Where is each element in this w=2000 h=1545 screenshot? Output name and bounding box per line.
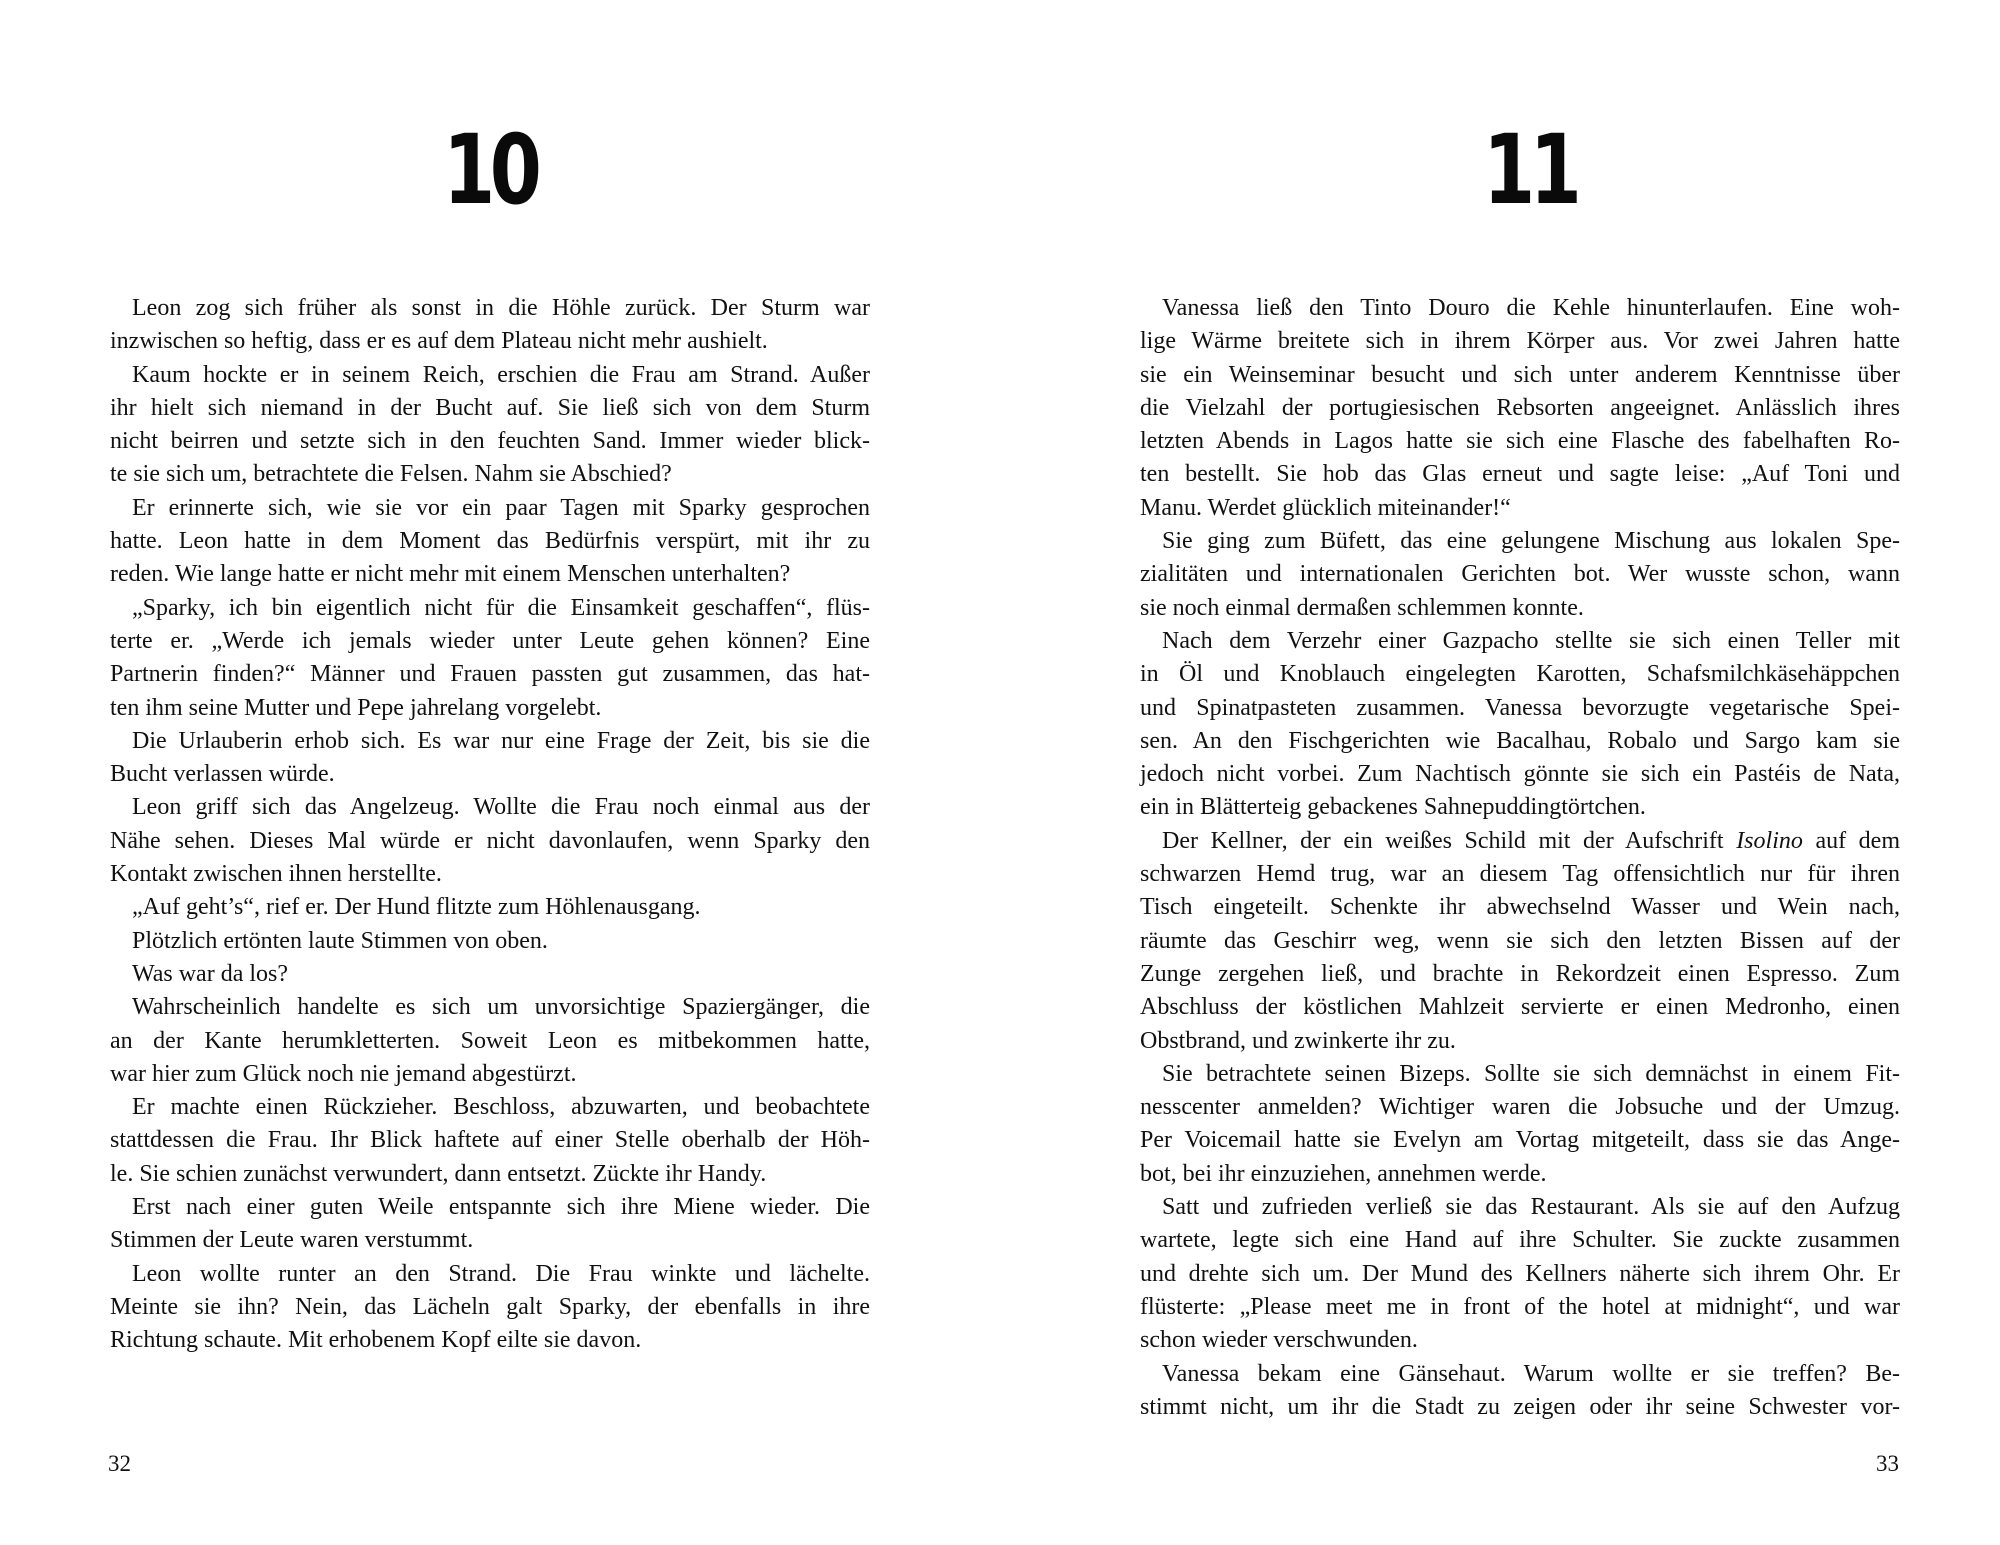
text-line: Kontakt zwischen ihnen herstellte. (110, 861, 442, 888)
text-line: jedoch nicht vorbei. Zum Nachtisch gönnte sie sich ein Pastéis de Nata, (1140, 761, 1900, 788)
text-line: flüsterte: „Please meet me in front of the hotel at midnight“, und war (1140, 1293, 1900, 1320)
text-line: Tisch eingeteilt. Schenkte ihr abwechselnd Wasser und Wein nach, (1140, 894, 1900, 921)
text-line: die Vielzahl der portugiesischen Rebsorten angeeignet. Anlässlich ihres (1140, 394, 1900, 421)
text-line: lige Wärme breitete sich in ihrem Körper aus. Vor zwei Jahren hatte (1140, 328, 1900, 355)
page-number: 33 (1876, 1451, 1899, 1476)
text-line: le. Sie schien zunächst verwundert, dann entsetzt. Zückte ihr Handy. (110, 1160, 767, 1187)
text-line: Leon zog sich früher als sonst in die Höhle zurück. Der Sturm war (132, 295, 870, 321)
text-line: stattdessen die Frau. Ihr Blick haftete auf einer Stelle oberhalb der Höh- (110, 1127, 870, 1154)
text-line: und Spinatpasteten zusammen. Vanessa bevorzugte vegetarische Spei- (1140, 694, 1900, 721)
text-line: letzten Abends in Lagos hatte sie sich eine Flasche des fabelhaften Ro- (1140, 428, 1900, 455)
text-line: sen. An den Fischgerichten wie Bacalhau, Robalo und Sargo kam sie (1140, 727, 1900, 754)
text-line: Vanessa ließ den Tinto Douro die Kehle hinunterlaufen. Eine woh- (1162, 295, 1900, 321)
text-line: ein in Blätterteig gebackenes Sahnepuddingtörtchen. (1140, 794, 1646, 821)
text-line: nesscenter anmelden? Wichtiger waren die Jobsuche und der Umzug. (1140, 1094, 1900, 1121)
text-line: Zunge zergehen ließ, und brachte in Rekordzeit einen Espresso. Zum (1140, 960, 1900, 987)
text-line: schon wieder verschwunden. (1140, 1327, 1418, 1354)
text-line: te sie sich um, betrachtete die Felsen. Nahm sie Abschied? (110, 461, 672, 488)
text-line: sie noch einmal dermaßen schlemmen konnte. (1140, 594, 1584, 621)
text-line: stimmt nicht, um ihr die Stadt zu zeigen oder ihr seine Schwester vor- (1140, 1393, 1900, 1420)
text-line: ten ihm seine Mutter und Pepe jahrelang vorgelebt. (110, 694, 602, 721)
text-line: an der Kante herumkletterten. Soweit Leon es mitbekommen hatte, (110, 1027, 870, 1054)
text-line: Richtung schaute. Mit erhobenem Kopf eilte sie davon. (110, 1327, 642, 1354)
text-line: Stimmen der Leute waren verstummt. (110, 1227, 474, 1254)
text-line: reden. Wie lange hatte er nicht mehr mit einem Menschen unterhalten? (110, 561, 791, 588)
text-line: Erst nach einer guten Weile entspannte sich ihre Miene wieder. Die (132, 1194, 870, 1221)
text-line: und drehte sich um. Der Mund des Kellners näherte sich ihrem Ohr. Er (1140, 1260, 1900, 1287)
text-line: Bucht verlassen würde. (110, 761, 335, 788)
text-line: zialitäten und internationalen Gerichten bot. Wer wusste schon, wann (1140, 561, 1900, 588)
text-line: Die Urlauberin erhob sich. Es war nur eine Frage der Zeit, bis sie die (132, 727, 870, 754)
text-line: Per Voicemail hatte sie Evelyn am Vortag mitgeteilt, dass sie das Ange- (1140, 1127, 1900, 1154)
text-line: schwarzen Hemd trug, war an diesem Tag offensichtlich nur für ihren (1140, 861, 1900, 888)
text-line: terte er. „Werde ich jemals wieder unter Leute gehen können? Eine (110, 627, 870, 654)
text-line: ten bestellt. Sie hob das Glas erneut und sagte leise: „Auf Toni und (1140, 461, 1900, 488)
text-line: räumte das Geschirr weg, wenn sie sich den letzten Bissen auf der (1140, 927, 1900, 954)
chapter-number: 11 (1483, 114, 1577, 226)
text-line: ihr hielt sich niemand in der Bucht auf. Sie ließ sich von dem Sturm (110, 394, 870, 421)
chapter-number: 10 (443, 114, 537, 226)
text-line: „Auf geht’s“, rief er. Der Hund flitzte zum Höhlenausgang. (132, 894, 701, 921)
text-line: war hier zum Glück noch nie jemand abgestürzt. (110, 1060, 577, 1087)
text-line: Nähe sehen. Dieses Mal würde er nicht davonlaufen, wenn Sparky den (110, 827, 870, 854)
text-line: nicht beirren und setzte sich in den feuchten Sand. Immer wieder blick- (110, 428, 870, 455)
text-line: Er machte einen Rückzieher. Beschloss, abzuwarten, und beobachtete (132, 1094, 870, 1121)
text-line: Vanessa bekam eine Gänsehaut. Warum wollte er sie treffen? Be- (1162, 1360, 1900, 1387)
italic-name: Isolino (1736, 827, 1803, 854)
text-line: Manu. Werdet glücklich miteinander!“ (1140, 494, 1511, 521)
body-text (1140, 292, 1900, 1424)
text-line: Satt und zufrieden verließ sie das Restaurant. Als sie auf den Aufzug (1162, 1194, 1900, 1221)
text-line: wartete, legte sich eine Hand auf ihre Schulter. Sie zuckte zusammen (1140, 1227, 1900, 1254)
text-line: Meinte sie ihn? Nein, das Lächeln galt Sparky, der ebenfalls in ihre (110, 1293, 870, 1320)
text-line: Was war da los? (132, 960, 289, 987)
text-line: Kaum hockte er in seinem Reich, erschien die Frau am Strand. Außer (132, 361, 870, 388)
text-line: „Sparky, ich bin eigentlich nicht für die Einsamkeit geschaffen“, flüs- (132, 594, 870, 621)
text-line: Abschluss der köstlichen Mahlzeit servierte er einen Medronho, einen (1140, 994, 1900, 1021)
text-line: Er erinnerte sich, wie sie vor ein paar Tagen mit Sparky gesprochen (132, 494, 870, 521)
text-line: inzwischen so heftig, dass er es auf dem Plateau nicht mehr aushielt. (110, 328, 768, 355)
text-line: Leon wollte runter an den Strand. Die Frau winkte und lächelte. (132, 1260, 870, 1287)
text-line: hatte. Leon hatte in dem Moment das Bedürfnis verspürt, mit ihr zu (110, 528, 870, 555)
text-line: Leon griff sich das Angelzeug. Wollte die Frau noch einmal aus der (132, 794, 870, 821)
text-line: bot, bei ihr einzuziehen, annehmen werde. (1140, 1160, 1547, 1187)
text-line: Sie ging zum Büfett, das eine gelungene Mischung aus lokalen Spe- (1162, 528, 1900, 555)
text-line: in Öl und Knoblauch eingelegten Karotten, Schafsmilchkäsehäppchen (1140, 661, 1900, 688)
text-fragment: Der Kellner, der ein weißes Schild mit der Aufschrift (1162, 827, 1737, 854)
text-line: Obstbrand, und zwinkerte ihr zu. (1140, 1027, 1456, 1054)
text-line: sie ein Weinseminar besucht und sich unter anderem Kenntnisse über (1140, 361, 1900, 388)
text-line: Plötzlich ertönten laute Stimmen von oben. (132, 927, 548, 954)
text-line: Nach dem Verzehr einer Gazpacho stellte sie sich einen Teller mit (1162, 627, 1900, 654)
text-fragment: auf dem (1802, 827, 1901, 854)
page-number: 32 (108, 1451, 131, 1476)
text-line: Sie betrachtete seinen Bizeps. Sollte sie sich demnächst in einem Fit- (1162, 1060, 1900, 1087)
text-line: Partnerin finden?“ Männer und Frauen passten gut zusammen, das hat- (110, 661, 870, 688)
text-line (1140, 825, 1900, 858)
text-line: Wahrscheinlich handelte es sich um unvorsichtige Spaziergänger, die (132, 994, 870, 1021)
